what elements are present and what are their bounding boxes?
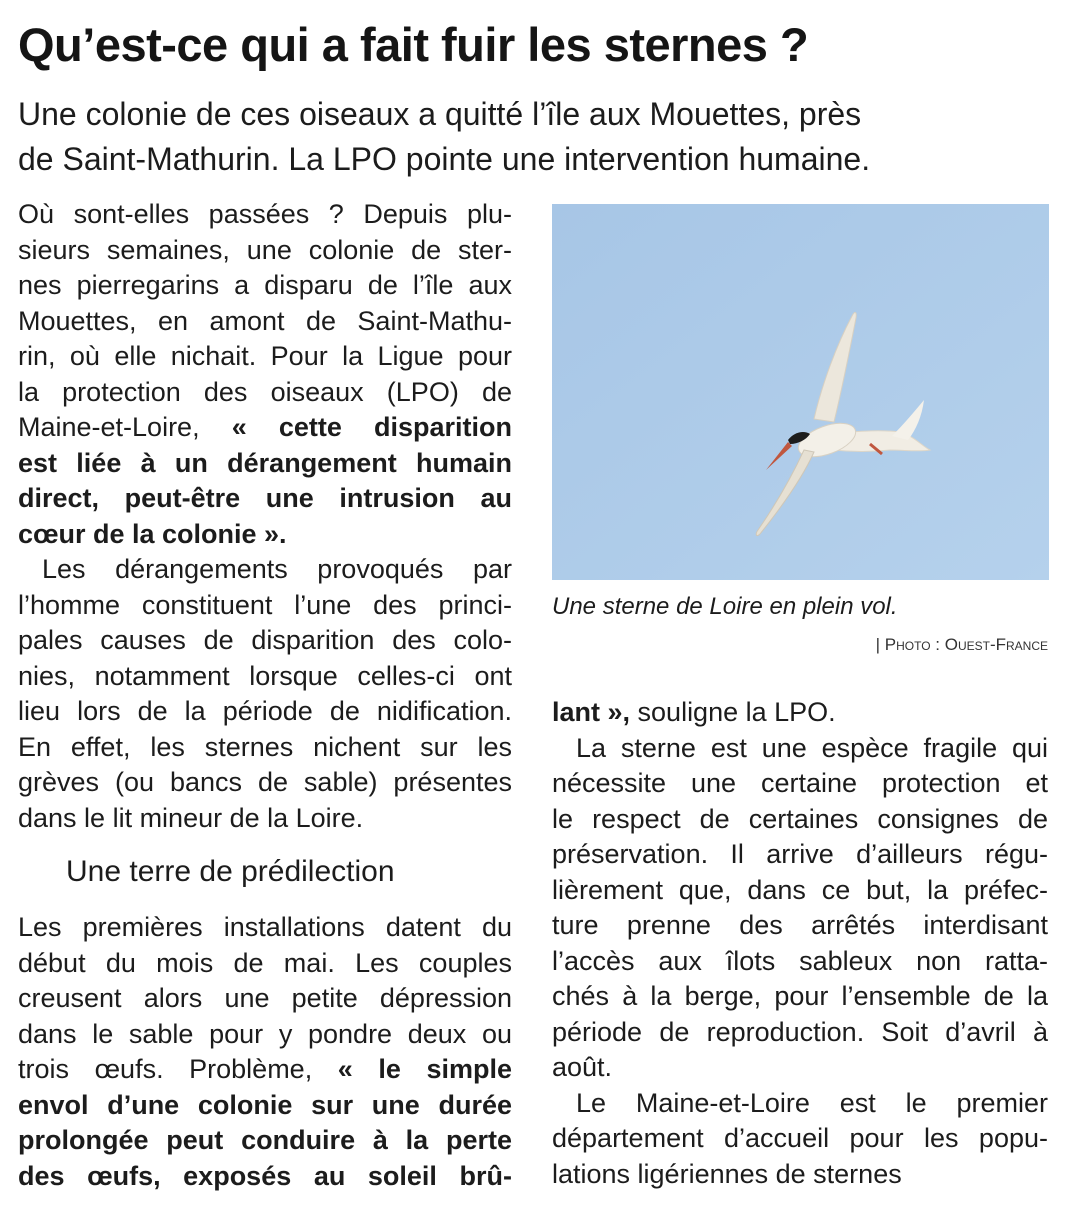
body-line: département d’accueil pour les popu- — [552, 1123, 1048, 1153]
body-line: chés à la berge, pour l’ensemble de la — [552, 981, 1048, 1011]
body-line — [552, 695, 1048, 731]
body-line: début du mois de mai. Les couples — [18, 947, 512, 978]
body-line: le respect de certaines consignes de — [552, 803, 1048, 834]
quote-text: « cette disparition — [231, 412, 512, 442]
body-line: nies, notamment lorsque celles-ci ont — [18, 660, 512, 691]
section-heading: Une terre de prédilection — [66, 855, 395, 888]
flying-tern-image — [552, 204, 1049, 580]
body-line: août. — [552, 1052, 613, 1082]
body-line: grèves (ou bancs de sable) présentes — [18, 767, 512, 797]
body-line: dans le lit mineur de la Loire. — [18, 802, 364, 833]
body-line: Les premières installations datent du — [18, 912, 512, 942]
quote-line: cœur de la colonie ». — [18, 518, 287, 549]
body-line: La sterne est une espèce fragile qui — [576, 732, 1048, 763]
body-line: lieu lors de la période de nidification. — [18, 696, 512, 726]
body-text: souligne la LPO. — [630, 697, 836, 727]
body-line — [18, 1052, 512, 1088]
body-line: Les dérangements provoqués par — [42, 554, 512, 584]
body-text: Maine-et-Loire, — [18, 412, 200, 442]
left-column-text — [18, 197, 512, 836]
body-line — [18, 410, 512, 446]
body-line: la protection des oiseaux (LPO) de — [18, 376, 512, 407]
body-line: l’accès aux îlots sableux non ratta- — [552, 945, 1048, 976]
body-line: pales causes de disparition des colo- — [18, 625, 512, 655]
photo-credit: | Photo : Ouest-France — [875, 635, 1048, 654]
quote-text: « le simple — [337, 1054, 512, 1084]
subtitle-line: Une colonie de ces oiseaux a quitté l’île aux Mouettes, près — [18, 96, 862, 132]
left-column-text-2 — [18, 910, 512, 1194]
tern-photo — [552, 204, 1049, 580]
body-line: préservation. Il arrive d’ailleurs régu- — [552, 839, 1048, 869]
subtitle-line: de Saint-Mathurin. La LPO pointe une intervention humaine. — [18, 141, 871, 177]
body-line: Où sont-elles passées ? Depuis plu- — [18, 199, 512, 229]
sky-background — [552, 204, 1049, 580]
body-line: période de reproduction. Soit d’avril à — [552, 1016, 1048, 1047]
article-subtitle — [18, 92, 1068, 182]
body-line: Le Maine-et-Loire est le premier — [576, 1087, 1048, 1118]
quote-line: est liée à un dérangement humain — [18, 447, 512, 478]
body-line: ture prenne des arrêtés interdisant — [552, 910, 1048, 940]
right-column-text — [552, 695, 1048, 1192]
article-title: Qu’est-ce qui a fait fuir les sternes ? — [18, 18, 809, 71]
body-line: dans le sable pour y pondre deux ou — [18, 1018, 512, 1049]
body-line: creusent alors une petite dépression — [18, 983, 512, 1013]
quote-line: envol d’une colonie sur une durée — [18, 1089, 512, 1120]
body-line: l’homme constituent l’une des princi- — [18, 589, 512, 620]
body-line: rin, où elle nichait. Pour la Ligue pour — [18, 341, 512, 371]
body-line: nécessite une certaine protection et — [552, 768, 1048, 798]
body-line: sieurs semaines, une colonie de ster- — [18, 234, 512, 265]
body-text: trois œufs. Problème, — [18, 1054, 313, 1084]
body-line: En effet, les sternes nichent sur les — [18, 731, 512, 762]
quote-line: prolongée peut conduire à la perte — [18, 1125, 512, 1155]
body-line: lièrement que, dans ce but, la préfec- — [552, 874, 1048, 905]
quote-text: lant », — [552, 697, 631, 727]
quote-line: des œufs, exposés au soleil brû- — [18, 1160, 512, 1191]
photo-caption: Une sterne de Loire en plein vol. — [552, 593, 898, 620]
body-line: lations ligériennes de sternes — [552, 1158, 902, 1189]
quote-line: direct, peut-être une intrusion au — [18, 483, 512, 513]
body-line: nes pierregarins a disparu de l’île aux — [18, 270, 512, 300]
body-line: Mouettes, en amont de Saint-Mathu- — [18, 305, 512, 336]
